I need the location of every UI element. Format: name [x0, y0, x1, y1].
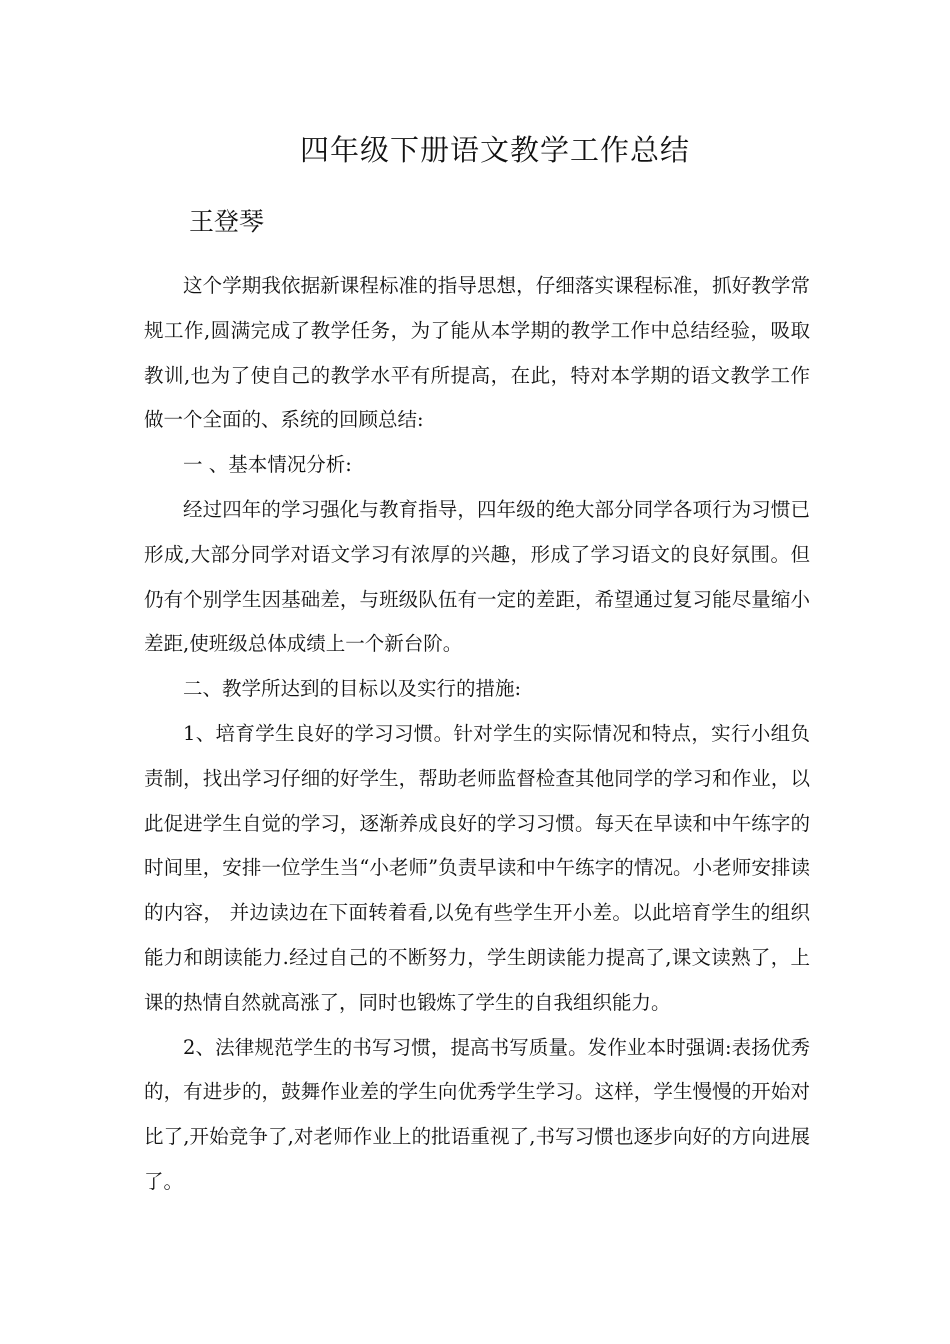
section-heading-1: 一 、基本情况分析:	[183, 453, 352, 477]
author-name: 王登琴	[189, 207, 265, 236]
document-body	[144, 264, 810, 1205]
paragraph-intro: 这个学期我依据新课程标准的指导思想，仔细落实课程标准，抓好教学常规工作,圆满完成了教学任务，为了能从本学期的教学工作中总结经验，吸取教训,也为了使自己的教学水平有所提高，在此，特对本学期的语文教学工作做一个全面的、系统的回顾总结:	[144, 274, 810, 432]
paragraph-measure-1: 1、培育学生良好的学习习惯。针对学生的实际情况和特点，实行小组负责制，找出学习仔细的好学生，帮助老师监督检查其他同学的学习和作业，以此促进学生自觉的学习，逐渐养成良好的学习习惯。每天在早读和中午练字的时间里，安排一位学生当“小老师”负责早读和中午练字的情况。小老师安排读的内容， 并边读边在下面转着看,以免有些学生开小差。以此培育学生的组织能力和朗读能力.经过自己的不断努力，学生朗读能力提高了,课文读熟了，上课的热情自然就高涨了，同时也锻炼了学生的自我组织能力。	[144, 721, 810, 1014]
paragraph-measure-2: 2、法律规范学生的书写习惯，提高书写质量。发作业本时强调:表扬优秀的，有进步的，鼓舞作业差的学生向优秀学生学习。这样，学生慢慢的开始对比了,开始竞争了,对老师作业上的批语重视了,书写习惯也逐步向好的方向进展了。	[144, 1035, 810, 1193]
paragraph-situation: 经过四年的学习强化与教育指导，四年级的绝大部分同学各项行为习惯已形成,大部分同学对语文学习有浓厚的兴趣，形成了学习语文的良好氛围。但仍有个别学生因基础差，与班级队伍有一定的差距，希望通过复习能尽量缩小差距,使班级总体成绩上一个新台阶。	[144, 497, 810, 656]
section-heading-2: 二、教学所达到的目标以及实行的措施:	[183, 677, 522, 701]
document-title: 四年级下册语文教学工作总结	[299, 133, 690, 167]
